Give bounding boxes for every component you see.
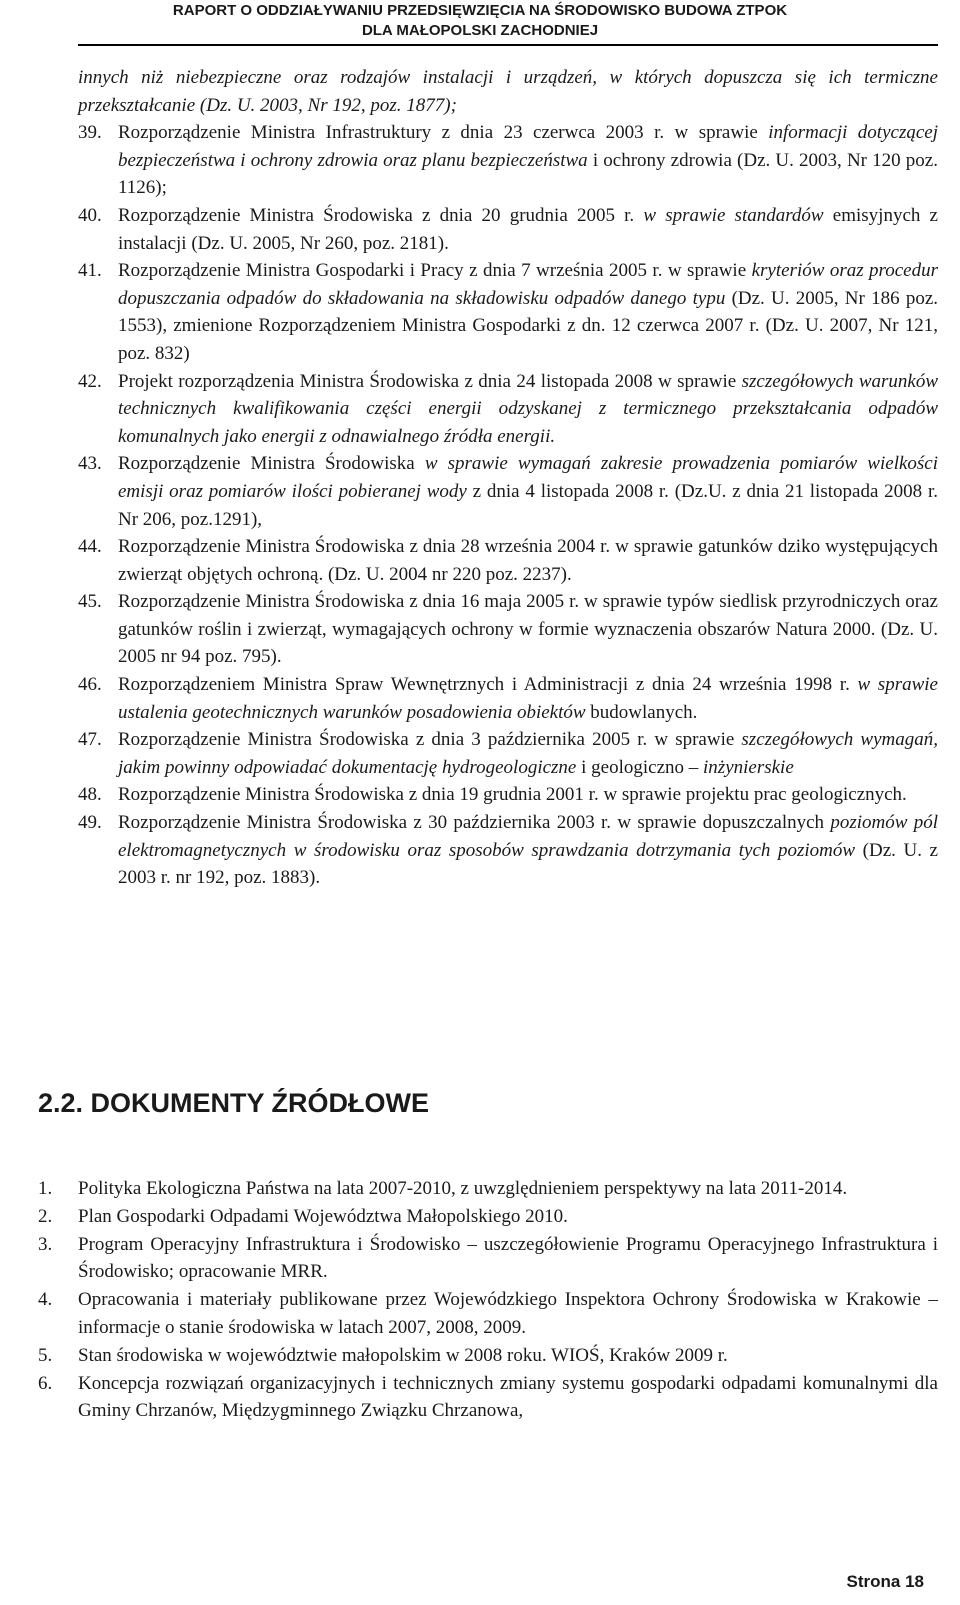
reference-title: szczegółowych warunków technicznych kwalifikowania części energii odzyskanej z termicznego przekształcania odpadów komunalnych jako energii z odnawialnego źródła energii.	[118, 370, 938, 447]
reference-text	[118, 536, 938, 585]
reference-text	[118, 784, 907, 805]
document-item	[38, 1203, 938, 1231]
reference-segment: Rozporządzenie Ministra Środowiska z 30 października 2003 r. w sprawie dopuszczalnych	[118, 812, 831, 834]
reference-number: 40.	[78, 204, 102, 226]
reference-text	[118, 453, 938, 529]
document-text: Stan środowiska w województwie małopolskim w 2008 roku. WIOŚ, Kraków 2009 r.	[78, 1344, 728, 1366]
header-divider	[78, 44, 938, 46]
reference-segment: budowlanych.	[585, 701, 698, 723]
document-item	[38, 1231, 938, 1287]
document-text: Plan Gospodarki Odpadami Województwa Małopolskiego 2010.	[78, 1205, 568, 1227]
reference-text	[118, 371, 938, 447]
document-text: Program Operacyjny Infrastruktura i Środowisko – uszczegółowienie Programu Operacyjnego Infrastruktura i Środowisko; opracowanie MRR.	[78, 1233, 938, 1283]
reference-number: 46.	[78, 674, 102, 696]
reference-number: 47.	[78, 729, 102, 751]
reference-segment: Rozporządzenie Ministra Środowiska z dnia 16 maja 2005 r. w sprawie typów siedlisk przyrodniczych oraz gatunków roślin i zwierząt, wymagających ochrony w formie wyznaczenia obszarów Natura 2000. (Dz. U. 2005 nr 94 poz. 795).	[118, 591, 938, 668]
header-line-2: DLA MAŁOPOLSKI ZACHODNIEJ	[361, 22, 599, 39]
document-number: 6.	[38, 1372, 53, 1394]
reference-segment: Rozporządzenie Ministra Środowiska z dnia 3 października 2005 r. w sprawie	[118, 729, 742, 751]
document-item	[38, 1286, 938, 1342]
reference-title: w sprawie ustalenia geotechnicznych warunków posadowienia obiektów	[118, 674, 938, 723]
reference-title: kryteriów oraz procedur dopuszczania odpadów do składowania na składowisku odpadów danego typu	[118, 260, 938, 309]
reference-item	[78, 781, 938, 809]
reference-title: informacji dotyczącej bezpieczeństwa i ochrony zdrowia oraz planu bezpieczeństwa	[118, 122, 938, 171]
section-title: 2.2. DOKUMENTY ŹRÓDŁOWE	[38, 1088, 430, 1118]
legal-references	[78, 64, 938, 892]
reference-item	[78, 588, 938, 671]
reference-title: inżynierskie	[703, 756, 794, 778]
reference-text	[118, 812, 938, 888]
reference-segment: emisyjnych z instalacji (Dz. U. 2005, Nr 260, poz. 2181).	[118, 204, 938, 254]
document-item	[38, 1342, 938, 1370]
reference-segment: i ochrony zdrowia (Dz. U. 2003, Nr 120 poz. 1126);	[118, 149, 938, 199]
document-text: Opracowania i materiały publikowane przez Wojewódzkiego Inspektora Ochrony Środowiska w Krakowie – informacje o stanie środowiska w latach 2007, 2008, 2009.	[78, 1289, 938, 1338]
document-header	[0, 0, 960, 41]
reference-segment: Rozporządzenie Ministra Gospodarki i Pracy z dnia 7 września 2005 r. w sprawie	[118, 260, 752, 282]
section-heading	[38, 1088, 429, 1119]
reference-item	[78, 368, 938, 451]
reference-segment: i geologiczno –	[576, 756, 704, 778]
reference-number: 43.	[78, 453, 102, 475]
reference-item	[78, 450, 938, 533]
reference-segment: (Dz. U. z 2003 r. nr 192, poz. 1883).	[118, 839, 938, 889]
reference-text	[118, 729, 938, 778]
page-number: Strona 18	[846, 1572, 924, 1591]
reference-segment: Rozporządzenie Ministra Infrastruktury z dnia 23 czerwca 2003 r. w sprawie	[118, 122, 769, 144]
document-number: 5.	[38, 1344, 53, 1366]
reference-number: 44.	[78, 536, 102, 558]
document-number: 3.	[38, 1233, 53, 1255]
reference-text	[118, 122, 938, 198]
reference-title: w sprawie wymagań zakresie prowadzenia pomiarów wielkości emisji oraz pomiarów ilości pobieranej wody	[118, 453, 939, 502]
reference-number: 49.	[78, 812, 102, 834]
reference-text	[118, 674, 938, 723]
document-number: 2.	[38, 1205, 53, 1227]
reference-text	[118, 260, 938, 364]
reference-item	[78, 533, 938, 588]
reference-number: 39.	[78, 122, 102, 144]
source-documents-list	[38, 1175, 938, 1425]
document-number: 1.	[38, 1178, 53, 1199]
reference-item	[78, 726, 938, 781]
reference-item	[78, 202, 938, 257]
reference-segment: Rozporządzenie Ministra Środowiska z dnia 28 września 2004 r. w sprawie gatunków dziko występujących zwierząt objętych ochroną. (Dz. U. 2004 nr 220 poz. 2237).	[118, 536, 938, 585]
reference-text	[118, 205, 938, 254]
reference-segment: Rozporządzeniem Ministra Spraw Wewnętrznych i Administracji z dnia 24 września 1998 r.	[118, 674, 858, 696]
reference-segment: Rozporządzenie Ministra Środowiska	[118, 453, 425, 475]
document-text: Koncepcja rozwiązań organizacyjnych i technicznych zmiany systemu gospodarki odpadami komunalnymi dla Gminy Chrzanów, Międzygminnego Związku Chrzanowa,	[78, 1372, 938, 1422]
reference-number: 42.	[78, 370, 102, 392]
reference-item	[78, 119, 938, 202]
reference-item	[78, 809, 938, 892]
reference-title: poziomów pól elektromagnetycznych w środowisku oraz sposobów sprawdzania dotrzymania tych poziomów	[118, 812, 938, 861]
reference-number: 41.	[78, 260, 102, 282]
reference-continuation: innych niż niebezpieczne oraz rodzajów instalacji i urządzeń, w których dopuszcza się ich termiczne przekształcanie (Dz. U. 2003, Nr 192, poz. 1877);	[78, 67, 938, 116]
reference-item	[78, 257, 938, 367]
reference-segment: Projekt rozporządzenia Ministra Środowiska z dnia 24 listopada 2008 w sprawie	[118, 370, 742, 392]
reference-segment: (Dz. U. 2005, Nr 186 poz. 1553), zmienione Rozporządzeniem Ministra Gospodarki z dn. 12 czerwca 2007 r. (Dz. U. 2007, Nr 121, poz. 832)	[118, 287, 939, 364]
reference-item	[78, 671, 938, 726]
reference-title: szczegółowych wymagań, jakim powinny odpowiadać dokumentację hydrogeologiczne	[118, 729, 938, 778]
header-line-1: RAPORT O ODDZIAŁYWANIU PRZEDSIĘWZIĘCIA NA ŚRODOWISKO BUDOWA ZTPOK	[172, 2, 788, 19]
reference-text	[118, 591, 938, 667]
document-item	[38, 1370, 938, 1426]
reference-segment: Rozporządzenie Ministra Środowiska z dnia 19 grudnia 2001 r. w sprawie projektu prac geologicznych.	[118, 784, 907, 806]
reference-number: 45.	[78, 591, 102, 613]
reference-segment: Rozporządzenie Ministra Środowiska z dnia 20 grudnia 2005 r.	[118, 204, 644, 226]
document-item	[38, 1175, 938, 1203]
reference-segment: z dnia 4 listopada 2008 r. (Dz.U. z dnia 21 listopada 2008 r. Nr 206, poz.1291),	[118, 480, 939, 530]
reference-title: w sprawie standardów	[643, 204, 824, 226]
reference-list	[78, 119, 938, 892]
reference-number: 48.	[78, 784, 102, 806]
document-text: Polityka Ekologiczna Państwa na lata 2007-2010, z uwzględnieniem perspektywy na lata 2011-2014.	[78, 1178, 848, 1199]
document-number: 4.	[38, 1289, 53, 1311]
